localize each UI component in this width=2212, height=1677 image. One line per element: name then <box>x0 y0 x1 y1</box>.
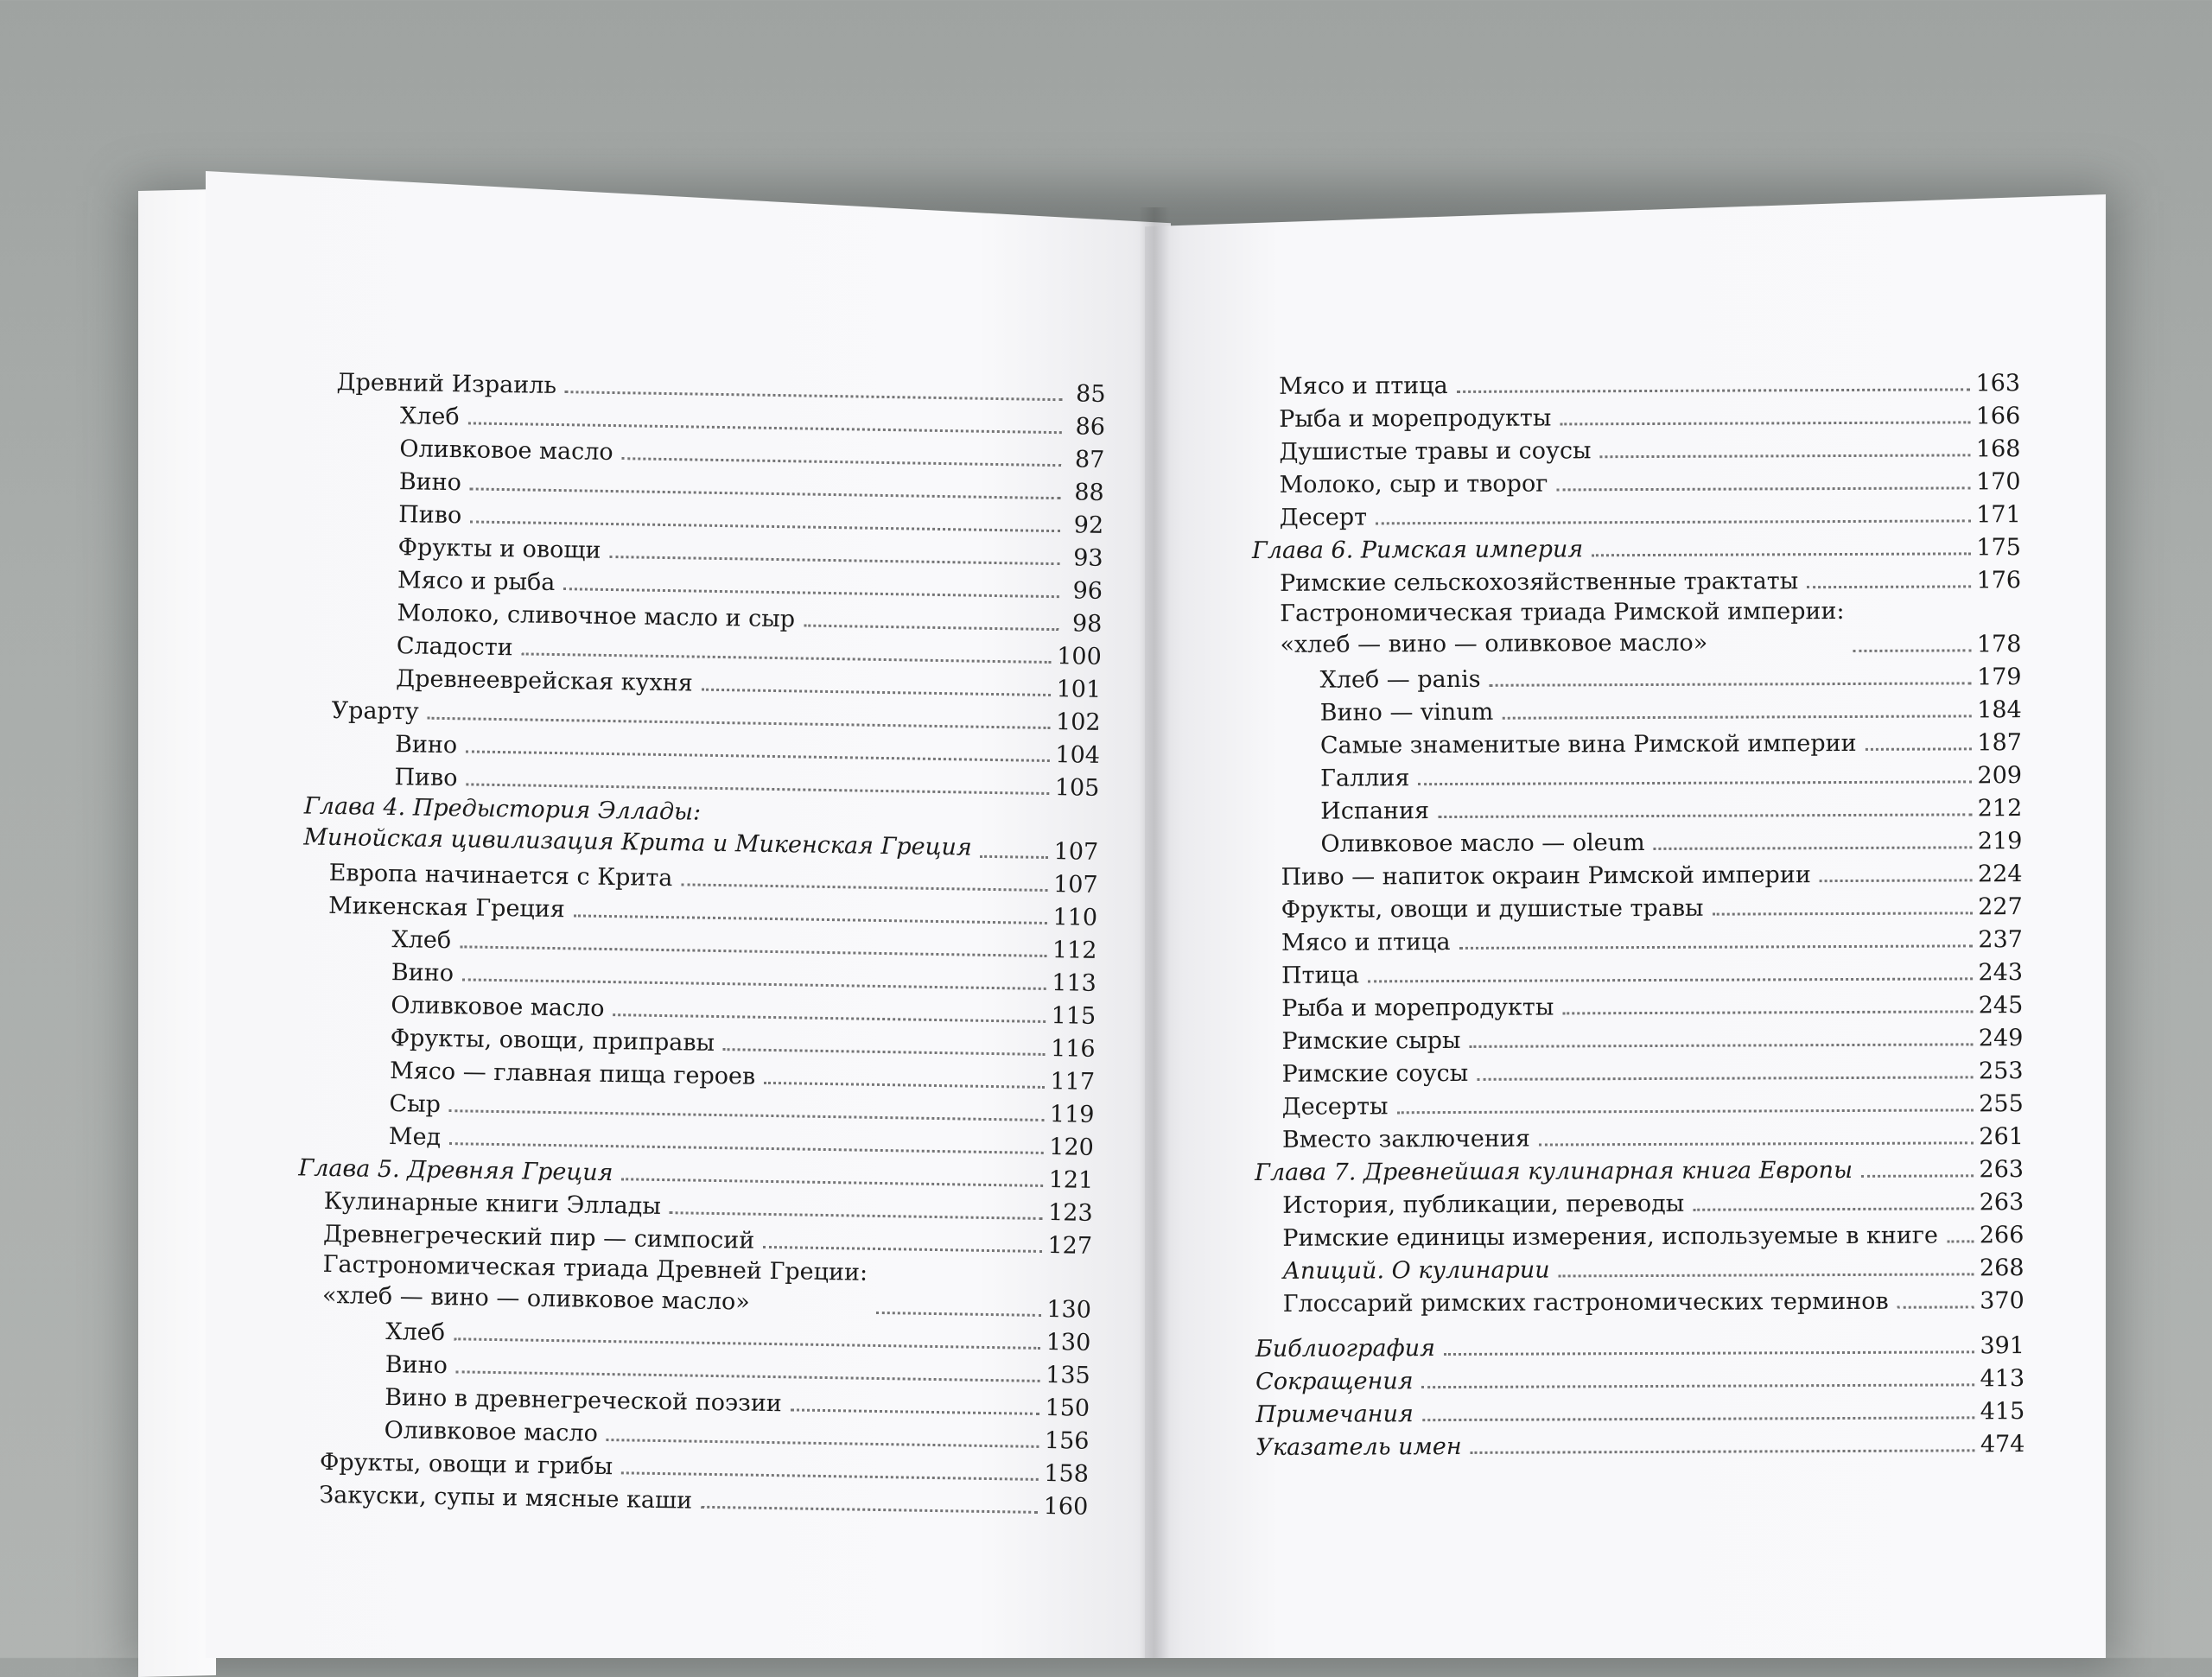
toc-page-number: 121 <box>1048 1166 1094 1194</box>
toc-leader-dots <box>1477 1076 1974 1081</box>
toc-entry-title: Сладости <box>396 632 513 662</box>
toc-leader-dots <box>1397 1108 1974 1114</box>
toc-page-number: 100 <box>1056 643 1103 670</box>
toc-page-number: 413 <box>1980 1365 2025 1393</box>
toc-page-number: 170 <box>1975 468 2021 496</box>
toc-entry-title: Оливковое масло — oleum <box>1320 829 1645 858</box>
toc-entry-title: Древнегреческий пир — симпосий <box>322 1220 755 1255</box>
toc-leader-dots <box>621 1178 1043 1187</box>
toc-page-number: 166 <box>1975 403 2021 430</box>
toc-entry-title: Пиво — напиток окраин Римской империи <box>1281 861 1811 891</box>
toc-leader-dots <box>1556 486 1971 491</box>
toc-entry-title: Галлия <box>1320 765 1410 792</box>
toc-leader-dots <box>1422 1416 1975 1421</box>
toc-entry-title: Оливковое масло <box>384 1417 599 1447</box>
toc-entry <box>1252 528 2021 564</box>
toc-entry <box>322 1248 1092 1324</box>
toc-entry <box>1251 397 2020 433</box>
toc-page-number: 117 <box>1050 1068 1096 1096</box>
toc-entry-title: Глоссарий римских гастрономических терминов <box>1282 1287 1889 1318</box>
toc-entry <box>1253 723 2022 759</box>
toc-leader-dots <box>1470 1043 1974 1048</box>
toc-leader-dots <box>875 1312 1041 1317</box>
toc-entry-title: Птица <box>1281 962 1360 989</box>
toc-leader-dots <box>1502 715 1972 719</box>
toc-entry-title: Закуски, супы и мясные каши <box>319 1481 693 1515</box>
toc-page-number: 253 <box>1978 1058 2024 1085</box>
toc-page-number: 245 <box>1978 992 2024 1020</box>
toc-leader-dots <box>764 1082 1045 1089</box>
toc-entry-title: Хлеб <box>391 926 452 955</box>
book-gutter <box>1139 207 1170 1658</box>
toc-page-number: 268 <box>1979 1255 2024 1282</box>
toc-page-number: 184 <box>1977 696 2022 724</box>
toc-page-number: 255 <box>1979 1090 2024 1118</box>
toc-entry-title: Рыба и морепродукты <box>1279 404 1552 433</box>
toc-leader-dots <box>1713 912 1974 915</box>
toc-page-number: 227 <box>1978 893 2023 921</box>
toc-entry-title: Примечания <box>1255 1401 1414 1428</box>
toc-entry <box>1255 1216 2024 1252</box>
toc-page-number: 263 <box>1979 1189 2024 1216</box>
toc-page-number: 93 <box>1072 544 1103 572</box>
toc-entry-title: Глава 7. Древнейшая кулинарная книга Европы <box>1255 1156 1853 1186</box>
toc-page-number: 156 <box>1044 1427 1090 1455</box>
toc-page-number: 130 <box>1046 1329 1091 1356</box>
toc-entry <box>1253 854 2022 891</box>
toc-entry <box>1255 1392 2024 1428</box>
toc-entry-title: Хлеб <box>399 403 460 431</box>
right-page-toc <box>1251 364 2025 1461</box>
toc-entry-title: Вино — vinum <box>1319 698 1494 727</box>
toc-page-number: 88 <box>1074 479 1104 506</box>
toc-entry-title: Вино <box>391 959 454 988</box>
toc-page-number: 85 <box>1075 380 1106 408</box>
toc-leader-dots <box>621 1471 1039 1481</box>
toc-entry-title: История, публикации, переводы <box>1282 1190 1685 1219</box>
toc-page-number: 130 <box>1046 1296 1092 1324</box>
toc-leader-dots <box>1418 780 1972 785</box>
toc-entry-title: Фрукты и овощи <box>397 534 601 564</box>
toc-leader-dots <box>565 391 1062 401</box>
toc-page-number: 263 <box>1979 1156 2024 1184</box>
toc-leader-dots <box>1562 1010 1973 1014</box>
toc-page-number: 415 <box>1980 1398 2025 1426</box>
toc-entry <box>1255 1425 2024 1461</box>
toc-leader-dots <box>1853 649 1972 652</box>
toc-page-number: 171 <box>1976 501 2021 529</box>
toc-entry-title: Вино в древнегреческой поэзии <box>384 1384 783 1418</box>
toc-page-number: 96 <box>1072 577 1103 605</box>
toc-page-number: 107 <box>1052 871 1098 899</box>
toc-page-number: 187 <box>1977 729 2022 757</box>
toc-entry-title: Самые знаменитые вина Римской империи <box>1319 729 1857 759</box>
toc-leader-dots <box>1539 1141 1974 1146</box>
toc-entry-title: Римские сельскохозяйственные трактаты <box>1280 568 1799 597</box>
toc-leader-dots <box>607 1439 1039 1448</box>
toc-page-number: 249 <box>1978 1025 2024 1052</box>
toc-leader-dots <box>670 1211 1043 1220</box>
toc-leader-dots <box>763 1246 1042 1253</box>
toc-leader-dots <box>609 556 1059 565</box>
toc-entry <box>1251 429 2020 466</box>
toc-leader-dots <box>574 914 1048 924</box>
toc-entry <box>1255 1150 2024 1186</box>
toc-entry-title: Испания <box>1320 797 1430 825</box>
toc-page-number: 224 <box>1977 861 2023 888</box>
toc-entry-title: Микенская Греция <box>327 892 566 924</box>
toc-leader-dots <box>1861 1174 1974 1178</box>
toc-page-number: 178 <box>1976 631 2022 658</box>
toc-entry-title: Римские единицы измерения, используемые в книге <box>1282 1222 1938 1252</box>
toc-leader-dots <box>563 588 1059 598</box>
toc-entry-title: Римские сыры <box>1281 1026 1461 1055</box>
toc-entry <box>1255 1281 2024 1318</box>
toc-leader-dots <box>1947 1240 1974 1242</box>
toc-page-number: 92 <box>1073 511 1104 539</box>
toc-entry-title: Урарту <box>331 696 419 726</box>
toc-entry <box>1252 495 2021 531</box>
toc-page-number: 261 <box>1979 1123 2024 1151</box>
toc-entry-title: Молоко, сыр и творог <box>1279 470 1548 499</box>
toc-entry-title: Древний Израиль <box>336 368 557 399</box>
toc-page-number: 113 <box>1052 969 1097 997</box>
toc-page-number: 158 <box>1044 1460 1090 1488</box>
toc-entry <box>1253 822 2022 858</box>
toc-leader-dots <box>791 1408 1040 1415</box>
toc-entry-title: Вино <box>394 731 458 759</box>
toc-leader-dots <box>701 1506 1039 1514</box>
toc-entry-title: Мясо — главная пища героев <box>389 1058 756 1090</box>
toc-page-number: 474 <box>1980 1431 2025 1458</box>
toc-entry-title: Сокращения <box>1255 1368 1414 1395</box>
toc-entry-title: Рыба и морепродукты <box>1281 994 1554 1022</box>
toc-entry-title: Вино <box>398 468 462 497</box>
toc-page-number: 160 <box>1043 1493 1089 1521</box>
toc-leader-dots <box>1897 1305 1975 1308</box>
toc-page-number: 102 <box>1055 708 1101 736</box>
toc-page-number: 175 <box>1976 534 2021 562</box>
toc-page-number: 176 <box>1976 567 2022 594</box>
toc-entry-title: Гастрономическая триада Древней Греции: «хлеб — вино — оливковое масло» <box>321 1250 868 1316</box>
toc-leader-dots <box>1592 552 1971 556</box>
toc-entry-title: Глава 4. Предыстория Эллады: Минойская цивилизация Крита и Микенская Греция <box>303 792 973 861</box>
toc-page-number: 87 <box>1074 446 1105 473</box>
toc-leader-dots <box>1654 846 1973 850</box>
toc-entry-title: Пиво <box>398 501 462 530</box>
toc-leader-dots <box>1422 1383 1975 1388</box>
toc-page-number: 135 <box>1045 1362 1090 1389</box>
toc-leader-dots <box>1559 1273 1974 1277</box>
toc-leader-dots <box>1368 977 1974 982</box>
toc-page-number: 98 <box>1071 610 1103 638</box>
toc-entry <box>1254 920 2023 956</box>
toc-page-number: 266 <box>1979 1222 2024 1249</box>
toc-leader-dots <box>702 689 1052 696</box>
toc-page-number: 179 <box>1976 664 2022 691</box>
toc-entry-title: Фрукты, овощи, приправы <box>390 1025 715 1057</box>
book-cover-edge <box>138 189 216 1677</box>
left-page-toc <box>298 363 1106 1521</box>
toc-entry <box>1254 1019 2023 1055</box>
toc-entry-title: Сыр <box>389 1090 442 1118</box>
toc-entry <box>1254 1051 2023 1088</box>
toc-page-number: 163 <box>1975 370 2021 397</box>
toc-leader-dots <box>723 1048 1046 1056</box>
toc-leader-dots <box>1693 1207 1974 1210</box>
toc-entry-title: Оливковое масло <box>391 992 605 1022</box>
toc-entry <box>1253 690 2022 727</box>
toc-entry-title: Фрукты, овощи и душистые травы <box>1281 894 1704 924</box>
toc-page-number: 391 <box>1980 1332 2025 1360</box>
toc-entry-title: Глава 5. Древняя Греция <box>298 1154 613 1187</box>
toc-page-number: 370 <box>1980 1287 2024 1315</box>
toc-page-number: 112 <box>1052 937 1097 964</box>
toc-page-number: 107 <box>1053 838 1099 866</box>
toc-leader-dots <box>622 457 1062 467</box>
toc-entry-title: Европа начинается с Крита <box>328 859 673 892</box>
toc-entry <box>1255 1084 2024 1121</box>
toc-leader-dots <box>1457 388 1971 393</box>
toc-entry-title: Мясо и птица <box>1281 929 1451 956</box>
toc-leader-dots <box>613 1013 1046 1023</box>
toc-entry-title: Древнееврейская кухня <box>396 665 694 697</box>
toc-page-number: 116 <box>1050 1035 1096 1063</box>
toc-leader-dots <box>981 855 1049 859</box>
toc-entry <box>1255 1117 2024 1153</box>
toc-leader-dots <box>1444 1350 1974 1356</box>
toc-leader-dots <box>1600 454 1971 458</box>
toc-page-number: 110 <box>1052 904 1098 931</box>
toc-entry-title: Римские соусы <box>1281 1059 1469 1088</box>
toc-page-number: 120 <box>1049 1134 1095 1161</box>
toc-entry-title: Пиво <box>394 764 458 792</box>
toc-entry-title: Десерты <box>1281 1093 1389 1121</box>
toc-page-number: 150 <box>1045 1394 1090 1422</box>
toc-entry <box>1253 789 2022 825</box>
toc-page-number: 119 <box>1049 1101 1095 1128</box>
toc-entry-title: Апиций. О кулинарии <box>1282 1256 1550 1285</box>
toc-page-number: 237 <box>1978 926 2023 954</box>
toc-page-number: 101 <box>1056 676 1102 703</box>
toc-page-number: 219 <box>1977 828 2023 855</box>
toc-entry-title: Мед <box>388 1123 442 1151</box>
toc-entry-title: Хлеб <box>385 1318 446 1347</box>
toc-leader-dots <box>1490 682 1972 686</box>
toc-entry-title: Библиография <box>1255 1335 1436 1363</box>
toc-entry <box>1253 756 2022 792</box>
toc-entry <box>1255 1326 2024 1363</box>
toc-entry <box>1251 364 2020 400</box>
toc-leader-dots <box>1459 944 1974 950</box>
toc-leader-dots <box>1376 519 1971 524</box>
toc-leader-dots <box>1820 879 1973 882</box>
toc-page-number: 212 <box>1977 795 2023 823</box>
toc-entry-title: Гастрономическая триада Римской империи: «хлеб — вино — оливковое масло» <box>1280 598 1845 658</box>
toc-entry-title: Хлеб — panis <box>1319 665 1481 694</box>
toc-entry <box>1251 462 2020 499</box>
toc-entry-title: Вместо заключения <box>1281 1125 1530 1153</box>
toc-entry-title: Молоко, сливочное масло и сыр <box>397 600 796 633</box>
toc-entry-title: Мясо и птица <box>1279 372 1448 400</box>
toc-entry-title: Оливковое масло <box>399 435 613 467</box>
toc-entry <box>1255 1359 2024 1395</box>
toc-entry <box>1254 887 2023 924</box>
toc-entry <box>1252 657 2021 694</box>
toc-page-number: 127 <box>1047 1232 1093 1260</box>
toc-leader-dots <box>1560 421 1970 425</box>
toc-entry <box>1255 1248 2024 1285</box>
toc-entry-title: Глава 6. Римская империя <box>1251 536 1584 564</box>
toc-entry <box>1254 953 2023 989</box>
toc-entry-title: Указатель имен <box>1255 1432 1462 1461</box>
toc-entry-title: Фрукты, овощи и грибы <box>319 1448 613 1481</box>
toc-entry-title: Душистые травы и соусы <box>1279 437 1592 466</box>
toc-page-number: 123 <box>1047 1199 1093 1227</box>
toc-page-number: 105 <box>1054 774 1100 802</box>
toc-entry <box>1252 594 2021 661</box>
toc-page-number: 209 <box>1977 762 2023 790</box>
toc-leader-dots <box>1471 1449 1975 1454</box>
toc-entry-title: Вино <box>385 1351 448 1380</box>
toc-leader-dots <box>681 883 1048 892</box>
toc-leader-dots <box>1866 747 1973 751</box>
toc-entry <box>1254 986 2023 1022</box>
toc-leader-dots <box>804 625 1058 632</box>
toc-leader-dots <box>1438 813 1973 818</box>
toc-leader-dots <box>1807 585 1971 588</box>
toc-page-number: 86 <box>1075 413 1106 441</box>
toc-entry <box>1255 1183 2024 1219</box>
toc-page-number: 168 <box>1975 435 2021 463</box>
toc-page-number: 243 <box>1978 959 2024 987</box>
toc-entry-title: Кулинарные книги Эллады <box>323 1187 662 1221</box>
toc-page-number: 104 <box>1055 741 1101 769</box>
toc-page-number: 115 <box>1051 1002 1096 1030</box>
toc-entry-title: Десерт <box>1279 504 1368 531</box>
toc-entry <box>1252 561 2021 597</box>
toc-entry-title: Мясо и рыба <box>397 567 556 596</box>
